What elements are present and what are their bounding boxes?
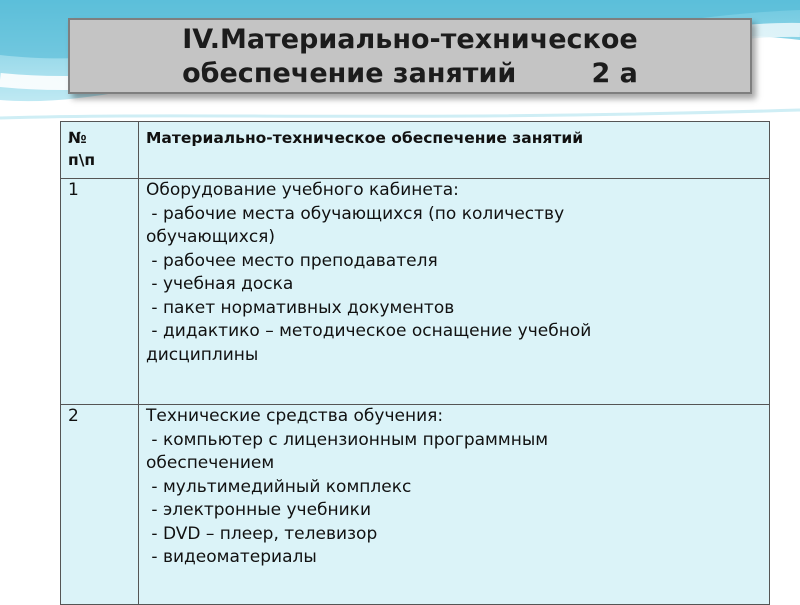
row-number: 2 [68, 406, 79, 426]
row-line: обучающихся) [146, 227, 276, 247]
header-number-label: № п\п [68, 129, 96, 169]
slide-title-box [68, 18, 752, 94]
row-number-cell [61, 405, 139, 605]
row-line: - DVD – плеер, телевизор [146, 523, 378, 544]
row-line: - мультимедийный комплекс [146, 476, 412, 497]
slide-title-line-2: обеспечение занятий 2 а [182, 58, 638, 89]
slide-title-line-1: IV.Материально-техническое [182, 24, 638, 55]
header-title-cell [139, 122, 770, 179]
row-line: Технические средства обучения: [146, 406, 444, 426]
row-line: - видеоматериалы [146, 547, 317, 567]
table-header-row [61, 122, 770, 179]
equipment-table [60, 121, 770, 605]
row-line: Оборудование учебного кабинета: [146, 180, 459, 200]
row-line: дисциплины [146, 344, 259, 365]
row-content-cell [139, 179, 770, 405]
row-line: - компьютер с лицензионным программным [146, 429, 549, 450]
row-line: - пакет нормативных документов [146, 297, 455, 318]
row-line: - электронные учебники [146, 500, 372, 520]
header-title-label: Материально-техническое обеспечение занятий [146, 129, 584, 147]
row-number: 1 [68, 180, 79, 200]
header-number-cell [61, 122, 139, 179]
row-line: - рабочее место преподавателя [146, 250, 438, 271]
row-line: обеспечением [146, 453, 275, 473]
row-content-cell [139, 405, 770, 605]
row-line: - рабочие места обучающихся (по количеству [146, 203, 565, 224]
table-row [61, 179, 770, 405]
row-number-cell [61, 179, 139, 405]
row-line: - учебная доска [146, 274, 294, 294]
table-row [61, 405, 770, 605]
row-line: - дидактико – методическое оснащение учебной [146, 321, 592, 341]
